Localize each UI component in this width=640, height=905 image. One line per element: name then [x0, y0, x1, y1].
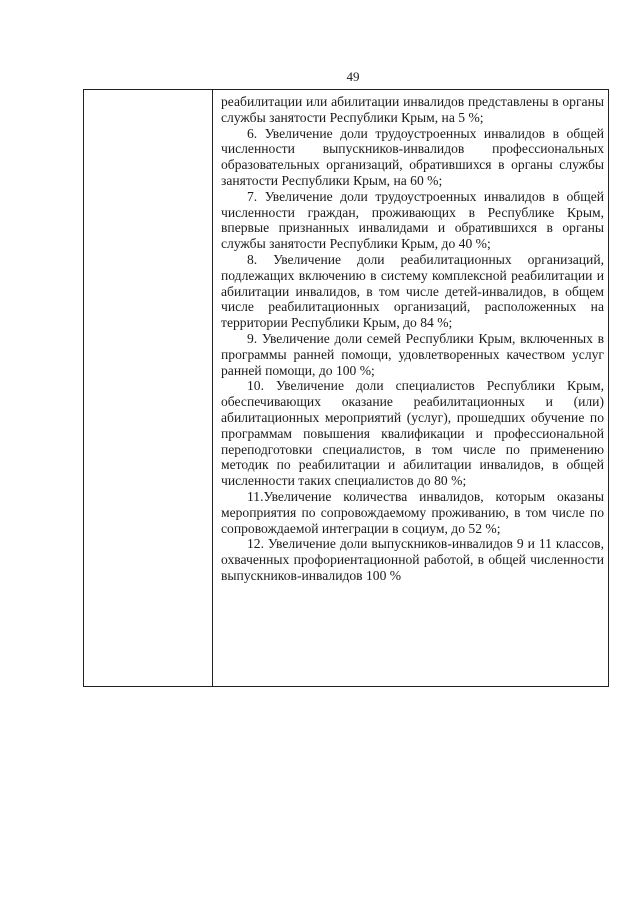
paragraph-item-9: 9. Увеличение доли семей Республики Крым, включенных в программы ранней помощи, удовлетворенных качеством услуг ранней помощи, до 100 %;	[221, 330, 604, 378]
paragraph-item-6: 6. Увеличение доли трудоустроенных инвалидов в общей численности выпускников-инвалидов профессиональных образовательных организаций, обратившихся в органы службы занятости Республики Крым, на 60 %;	[221, 125, 604, 188]
paragraph-item-12: 12. Увеличение доли выпускников-инвалидов 9 и 11 классов, охваченных профориентационной работой, в общей численности выпускников-инвалидов 100 %	[221, 536, 604, 583]
paragraph-item-7: 7. Увеличение доли трудоустроенных инвалидов в общей численности граждан, проживающих в Республике Крым, впервые признанных инвалидами и обратившихся в органы службы занятости Республики Крым, до 40 %;	[221, 188, 604, 252]
paragraph-continuation: реабилитации или абилитации инвалидов представлены в органы службы занятости Республики Крым, на 5 %;	[221, 94, 604, 125]
page-number: 49	[346, 69, 360, 84]
paragraph-item-10: 10. Увеличение доли специалистов Республики Крым, обеспечивающих оказание реабилитационных и (или) абилитационных мероприятий (услуг), прошедших обучение по программам повышения квалификации и профессиональной переподготовки специалистов, в том числе по применению методик по реабилитации и абилитации инвалидов, в общей численности таких специалистов до 80 %;	[221, 378, 604, 489]
paragraph-item-8: 8. Увеличение доли реабилитационных организаций, подлежащих включению в систему комплексной реабилитации и абилитации инвалидов, в том числе детей-инвалидов, в общем числе реабилитационных организаций, расположенных на территории Республики Крым, до 84 %;	[221, 251, 604, 331]
table-right-cell	[221, 94, 604, 584]
table-left-cell	[84, 90, 213, 686]
document-table	[83, 89, 609, 687]
paragraph-item-11: 11.Увеличение количества инвалидов, которым оказаны мероприятия по сопровождаемому проживанию, в том числе по сопровождаемой интеграции в социум, до 52 %;	[221, 488, 604, 536]
